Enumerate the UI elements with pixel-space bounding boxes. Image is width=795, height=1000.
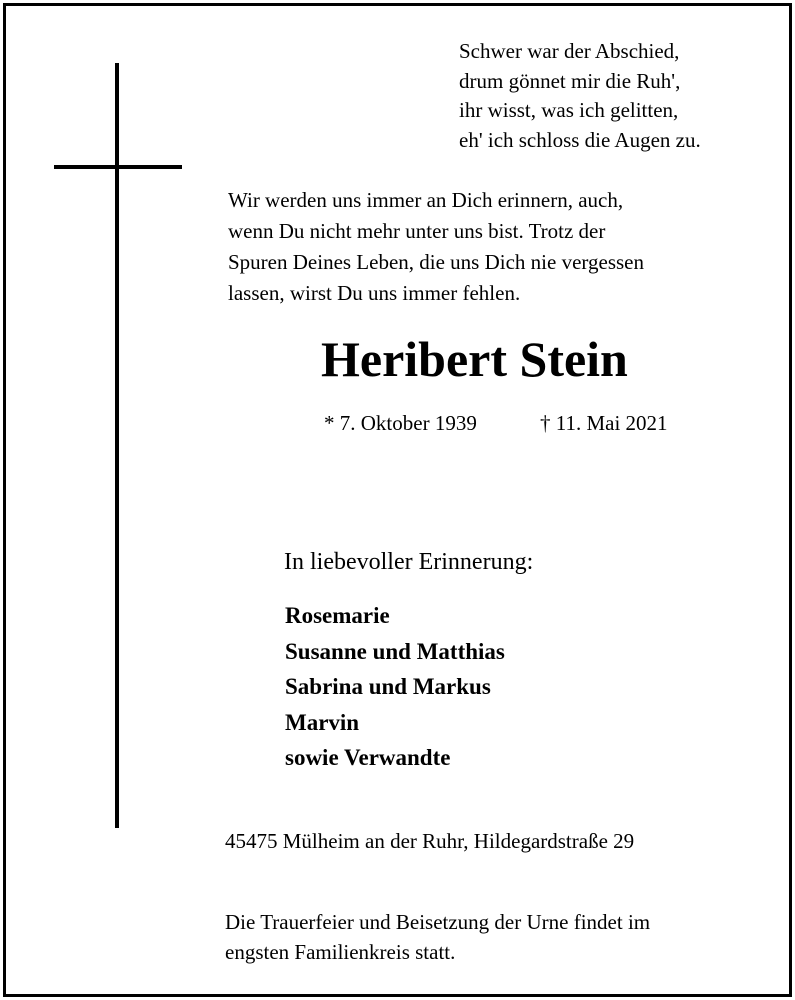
- intro-line: lassen, wirst Du uns immer fehlen.: [228, 281, 521, 305]
- address: 45475 Mülheim an der Ruhr, Hildegardstraße 29: [225, 829, 635, 853]
- family-member: Rosemarie: [285, 603, 390, 628]
- closing-line: Die Trauerfeier und Beisetzung der Urne findet im: [225, 910, 651, 934]
- intro-line: wenn Du nicht mehr unter uns bist. Trotz der: [228, 219, 606, 243]
- poem-line: ihr wisst, was ich gelitten,: [459, 98, 679, 122]
- memory-heading: In liebevoller Erinnerung:: [284, 549, 534, 575]
- poem: [459, 37, 701, 155]
- family-member: Marvin: [285, 709, 360, 735]
- poem-line: Schwer war der Abschied,: [459, 39, 680, 63]
- poem-line: eh' ich schloss die Augen zu.: [459, 127, 701, 152]
- closing-line: engsten Familienkreis statt.: [225, 940, 456, 964]
- cross-vertical-bar: [115, 63, 119, 828]
- deceased-name: Heribert Stein: [321, 331, 628, 387]
- intro-text: [228, 185, 644, 309]
- poem-line: drum gönnet mir die Ruh',: [459, 68, 681, 93]
- closing-text: [225, 907, 650, 967]
- death-date: † 11. Mai 2021: [540, 411, 668, 435]
- intro-line: Spuren Deines Leben, die uns Dich nie vergessen: [228, 250, 645, 274]
- family-member: sowie Verwandte: [285, 745, 451, 770]
- family-member: Susanne und Matthias: [285, 638, 505, 664]
- family-list: [285, 598, 505, 776]
- family-member: Sabrina und Markus: [285, 674, 491, 699]
- cross-horizontal-bar: [54, 165, 182, 169]
- birth-date: * 7. Oktober 1939: [324, 411, 477, 435]
- intro-line: Wir werden uns immer an Dich erinnern, auch,: [228, 188, 624, 212]
